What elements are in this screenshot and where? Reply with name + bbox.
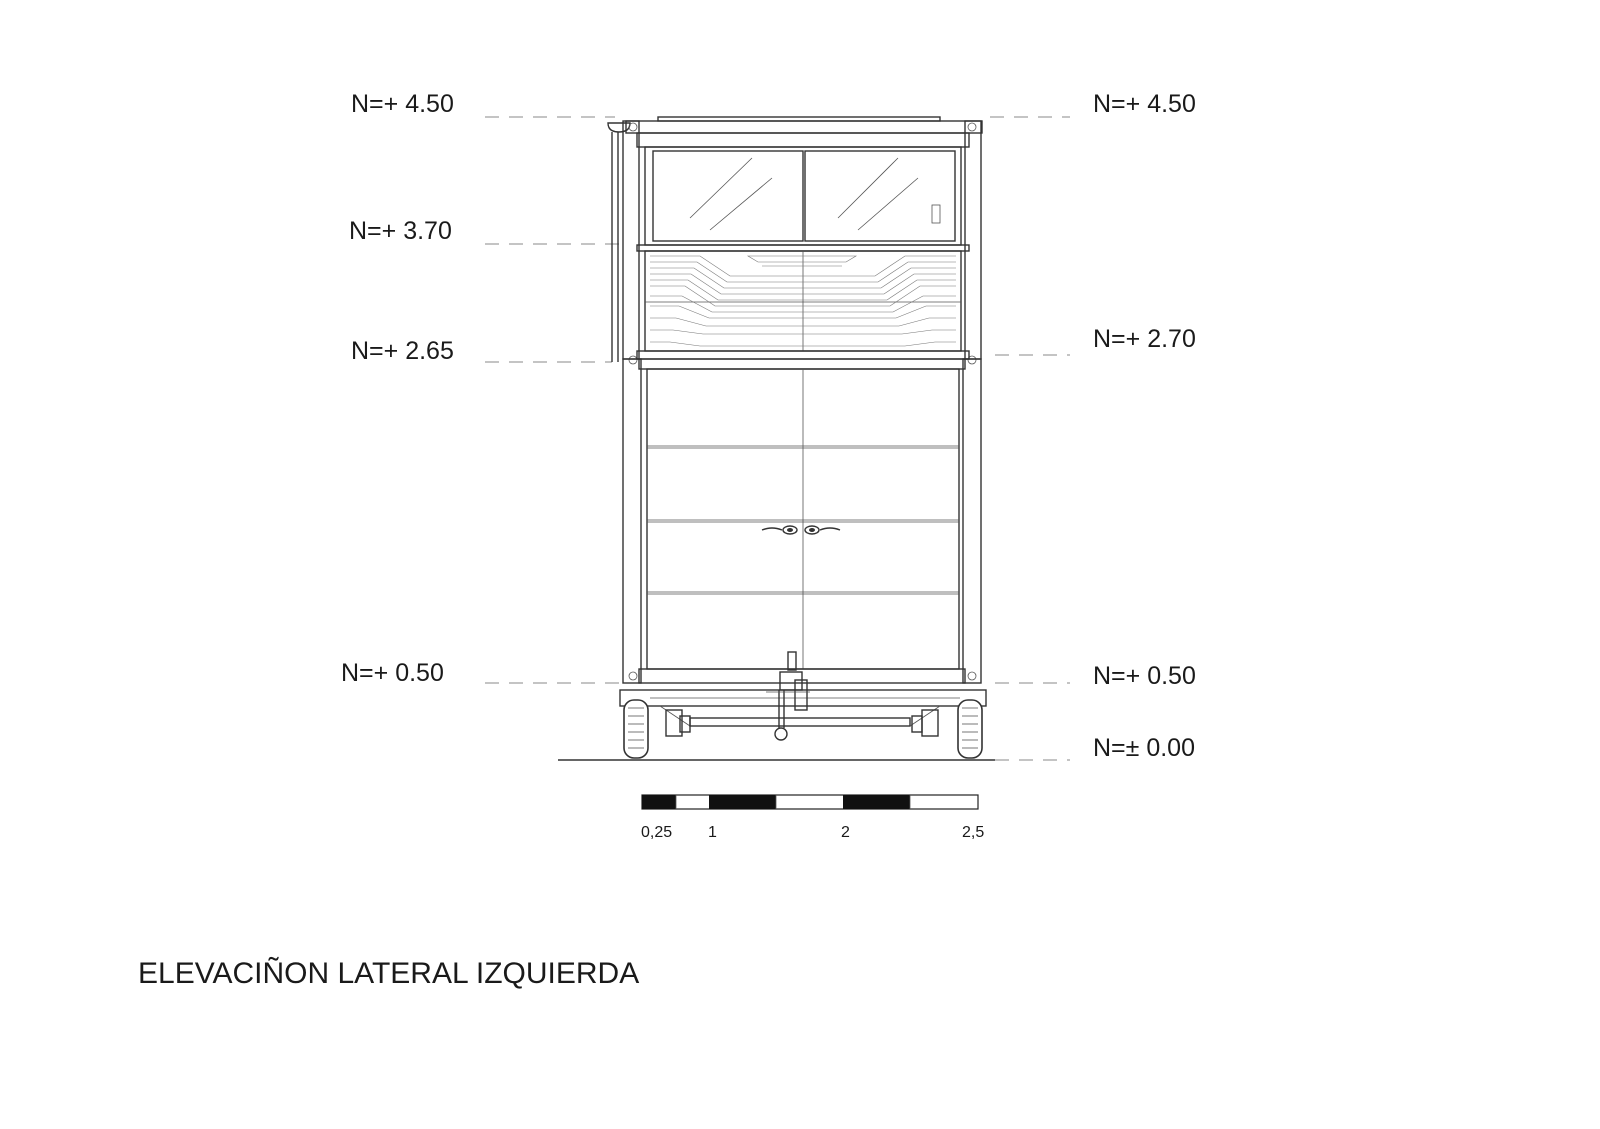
level-label-left-450: N=+ 4.50 <box>351 90 454 118</box>
level-label-left-370: N=+ 3.70 <box>349 217 452 245</box>
scale-label-25: 2,5 <box>962 824 985 841</box>
level-lines <box>485 117 1070 760</box>
downpipe <box>608 123 630 362</box>
scale-label-2: 2 <box>841 824 850 841</box>
level-label-right-450: N=+ 4.50 <box>1093 90 1196 118</box>
wheel-right <box>958 700 982 758</box>
window-panel <box>637 147 969 251</box>
level-label-right-050: N=+ 0.50 <box>1093 662 1196 690</box>
decorative-panel <box>637 251 969 359</box>
level-label-right-000: N=± 0.00 <box>1093 734 1195 762</box>
lower-cabinet <box>623 359 981 683</box>
drawing-title: ELEVACIÑON LATERAL IZQUIERDA <box>138 957 640 990</box>
level-label-left-050: N=+ 0.50 <box>341 659 444 687</box>
level-label-right-270: N=+ 2.70 <box>1093 325 1196 353</box>
level-label-left-265: N=+ 2.65 <box>351 337 454 365</box>
door-handle-icon <box>762 526 840 534</box>
wheel-left <box>624 700 648 758</box>
scale-bar <box>642 795 978 809</box>
scale-label-1: 1 <box>708 824 717 841</box>
scale-label-025: 0,25 <box>641 824 673 841</box>
